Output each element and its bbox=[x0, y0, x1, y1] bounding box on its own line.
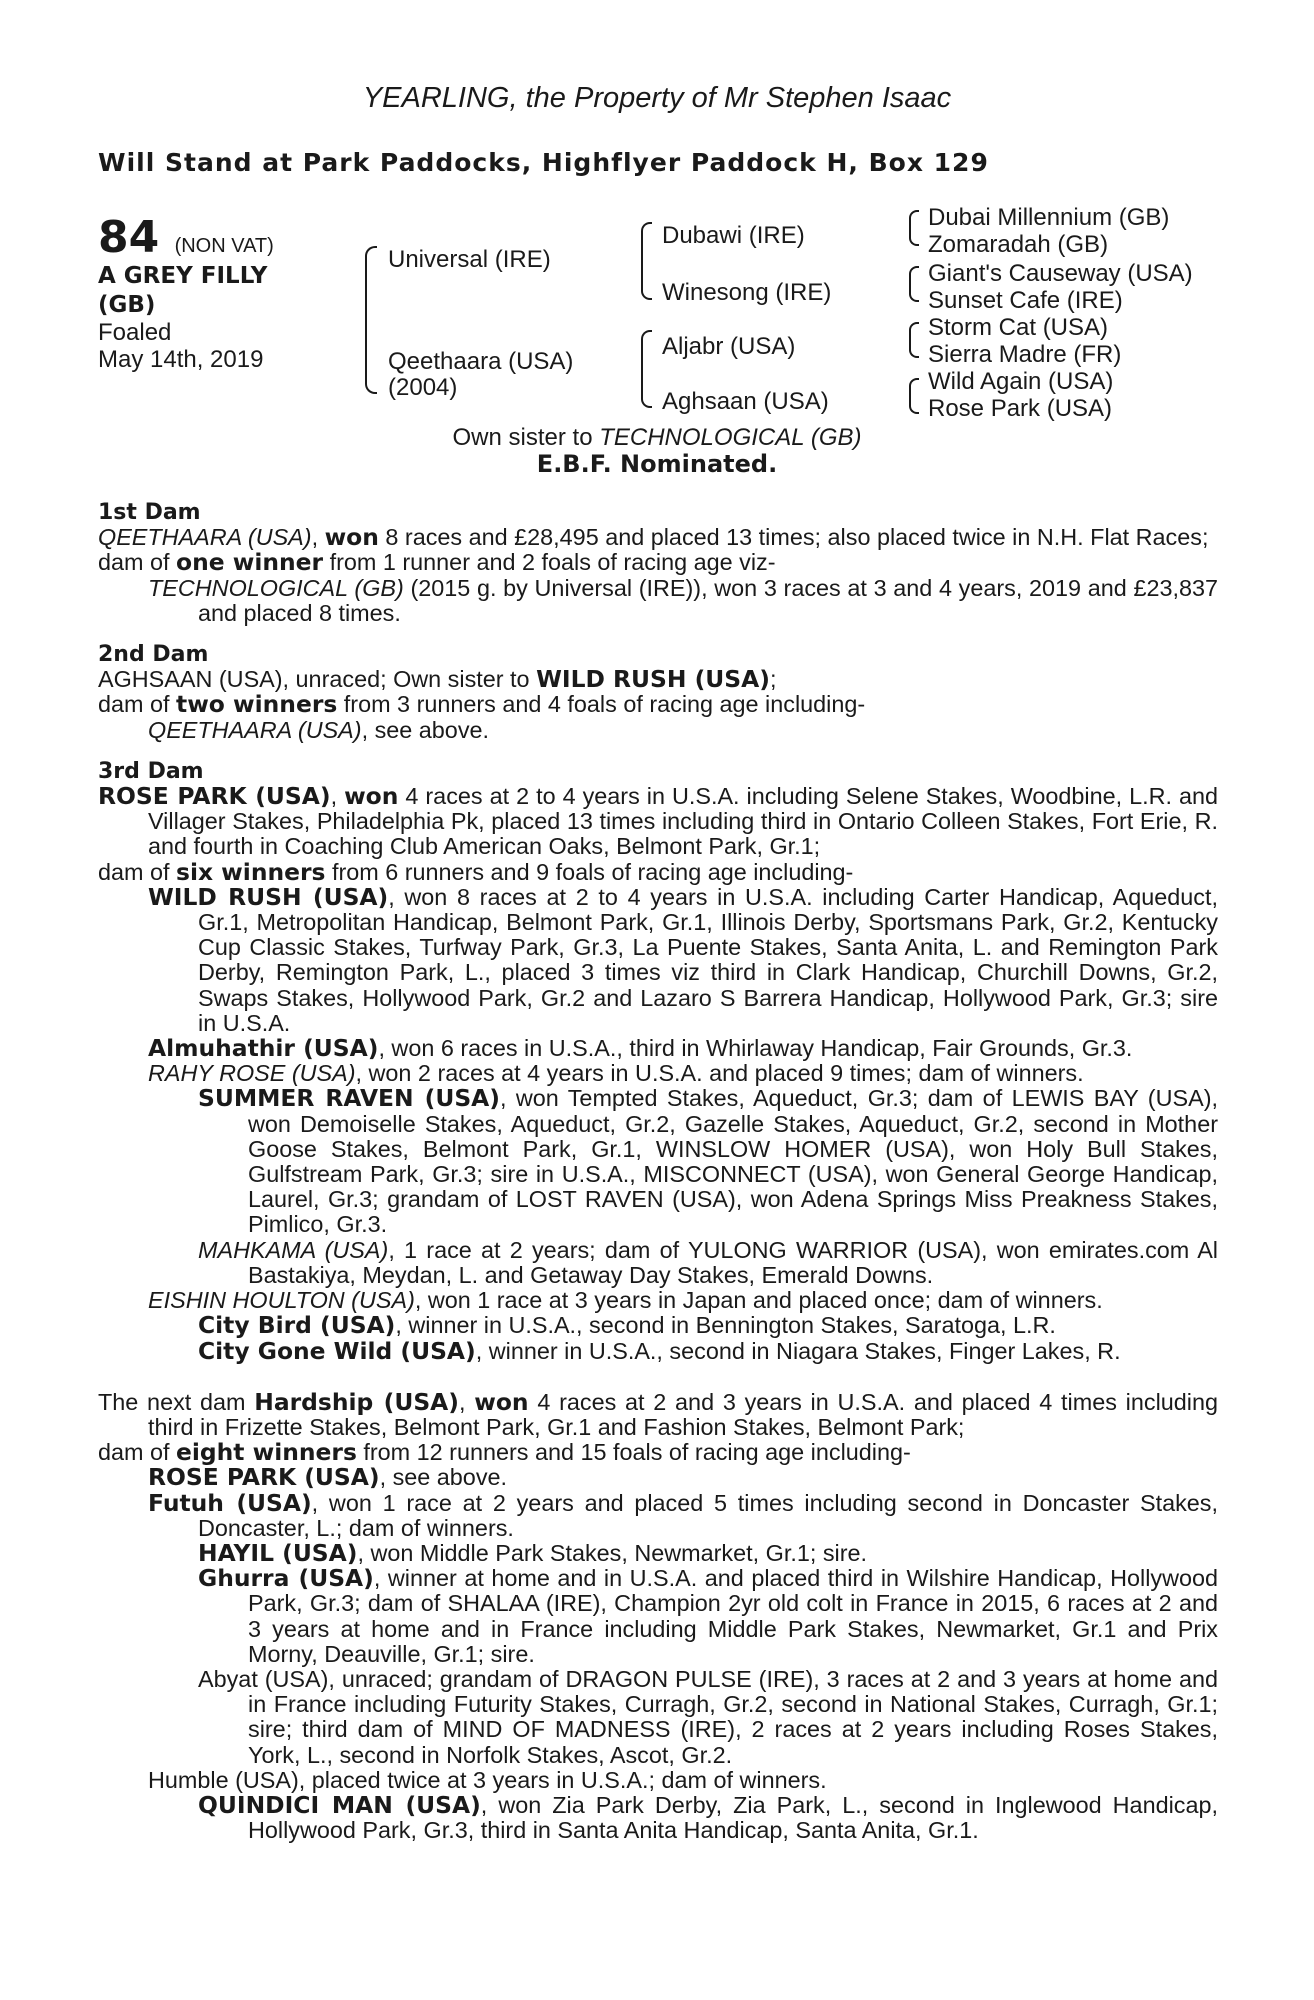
pedigree-g3-4: Sunset Cafe (IRE) bbox=[928, 287, 1123, 314]
foaled-label: Foaled bbox=[98, 319, 172, 346]
offspring-name: QUINDICI MAN (USA) bbox=[198, 1790, 481, 1819]
produce-prefix: dam of bbox=[98, 549, 177, 576]
winners-count: one winner bbox=[176, 548, 324, 577]
catalogue-body bbox=[98, 500, 1218, 1843]
offspring-record: , won 2 races at 4 years in U.S.A. and placed 9 times; dam of winners. bbox=[355, 1060, 1084, 1087]
offspring-name: TECHNOLOGICAL (GB) bbox=[148, 574, 404, 601]
offspring-wild-rush bbox=[98, 882, 1218, 1036]
produce-suffix: from 1 runner and 2 foals of racing age viz- bbox=[323, 549, 776, 576]
won-label: won bbox=[474, 1387, 529, 1416]
dam-name: QEETHAARA (USA) bbox=[98, 524, 312, 551]
third-dam-heading: 3rd Dam bbox=[98, 758, 204, 784]
third-dam-produce bbox=[98, 857, 1218, 886]
lot-number bbox=[98, 212, 274, 263]
foaling-info bbox=[98, 319, 358, 373]
offspring-record: , 1 race at 2 years; dam of YULONG WARRIOR (USA), won emirates.com Al Bastakiya, Meydan, L. and Getaway Day Stakes, Emerald Downs. bbox=[248, 1236, 1219, 1288]
offspring-eishin-houlton bbox=[98, 1288, 1218, 1313]
offspring-record: , won 6 races in U.S.A., third in Whirlaway Handicap, Fair Grounds, Gr.3. bbox=[378, 1035, 1133, 1062]
offspring-record: , see above. bbox=[379, 1464, 508, 1491]
offspring-name: HAYIL (USA) bbox=[198, 1538, 358, 1567]
offspring-summer-raven bbox=[98, 1086, 1218, 1237]
offspring-name: EISHIN HOULTON (USA) bbox=[148, 1287, 415, 1314]
offspring-hayil bbox=[98, 1538, 1218, 1567]
offspring-mahkama bbox=[98, 1238, 1218, 1288]
winners-count: two winners bbox=[176, 690, 338, 719]
lot-description: A GREY FILLY (GB) bbox=[98, 263, 268, 318]
dam-record-text: 8 races and £28,495 and placed 13 times; also placed twice in N.H. Flat Races; bbox=[378, 524, 1209, 551]
first-dam-offspring bbox=[98, 576, 1218, 626]
sibling-name: WILD RUSH (USA) bbox=[536, 665, 770, 694]
offspring-record: , won Middle Park Stakes, Newmarket, Gr.1; sire. bbox=[357, 1539, 868, 1566]
offspring-record: , winner in U.S.A., second in Bennington Stakes, Saratoga, L.R. bbox=[395, 1312, 1056, 1339]
offspring-futuh bbox=[98, 1488, 1218, 1541]
offspring-record: , winner in U.S.A., second in Niagara Stakes, Finger Lakes, R. bbox=[475, 1337, 1121, 1364]
offspring-rose-park bbox=[98, 1465, 1218, 1490]
dam-record-text: AGHSAAN (USA), unraced; Own sister to bbox=[98, 666, 537, 693]
offspring-almuhathir bbox=[98, 1036, 1218, 1061]
catalogue-header: YEARLING, the Property of Mr Stephen Isaac bbox=[362, 82, 952, 114]
dam-record-text: 4 races at 2 and 3 years in U.S.A. and placed 4 times including third in Frizette Stakes, Belmont Park, Gr.1 and Fashion Stakes, Belmont Park; bbox=[148, 1388, 1218, 1440]
third-dam-record: ROSE PARK (USA), won 4 races at 2 to 4 years in U.S.A. including Selene Stakes, Woodbine, L.R. and Villager Stakes, Philadelphia Pk, placed 13 times including third in Ontario Colleen Stakes, Fort Erie, R. and fourth in Coaching Club American Oaks, Belmont Park, Gr.1; bbox=[98, 782, 1218, 860]
next-dam-record: The next dam Hardship (USA), won 4 races at 2 and 3 years in U.S.A. and placed 4 times including third in Frizette Stakes, Belmont Park, Gr.1 and Fashion Stakes, Belmont Park; bbox=[98, 1387, 1218, 1440]
offspring-name: WILD RUSH (USA) bbox=[148, 882, 389, 911]
offspring-record: , won Zia Park Derby, Zia Park, L., second in Inglewood Handicap, Hollywood Park, Gr.3, third in Santa Anita Handicap, Santa Anita, Gr.1. bbox=[248, 1791, 1218, 1844]
offspring-name: MAHKAMA (USA) bbox=[198, 1236, 389, 1263]
stabling-location: Will Stand at Park Paddocks, Highflyer Paddock H, Box 129 bbox=[98, 148, 989, 177]
pedigree-bracket-g12 bbox=[909, 210, 919, 246]
offspring-record: , see above. bbox=[361, 716, 490, 743]
own-sister-note bbox=[0, 424, 1314, 452]
pedigree-sire: Universal (IRE) bbox=[388, 246, 551, 273]
lot-number-value: 84 bbox=[98, 212, 160, 263]
next-dam-prefix: The next dam bbox=[98, 1388, 255, 1415]
pedigree-bracket-g78 bbox=[909, 378, 919, 414]
offspring-name: SUMMER RAVEN (USA) bbox=[198, 1084, 500, 1113]
second-dam-record bbox=[98, 667, 1218, 692]
produce-suffix: from 6 runners and 9 foals of racing age including- bbox=[325, 858, 854, 885]
offspring-name: Almuhathir (USA) bbox=[148, 1034, 379, 1063]
pedigree-dam-sire: Aljabr (USA) bbox=[662, 333, 796, 360]
pedigree-sire-dam: Winesong (IRE) bbox=[662, 279, 832, 306]
punctuation: ; bbox=[769, 666, 777, 693]
first-dam-record: QEETHAARA (USA), won 8 races and £28,495 and placed 13 times; also placed twice in N.H. Flat Races; bbox=[98, 523, 1209, 552]
next-dam-produce bbox=[98, 1440, 1218, 1465]
offspring-ghurra bbox=[98, 1566, 1218, 1667]
pedigree-g3-1: Dubai Millennium (GB) bbox=[928, 204, 1170, 231]
produce-suffix: from 12 runners and 15 foals of racing age including- bbox=[356, 1439, 911, 1466]
offspring-city-bird bbox=[98, 1313, 1218, 1338]
offspring-record: , won 8 races at 2 to 4 years in U.S.A. including Carter Handicap, Aqueduct, Gr.1, Metropolitan Handicap, Belmont Park, Gr.1, Illinois Derby, Sportsmans Park, Gr.2, Kentucky Cup Classic Stakes, Turfway Park, Gr.3, La Puente Stakes, Santa Anita, L. and Remington Park Derby, Remington Park, L., placed 3 times viz third in Clark Handicap, Churchill Downs, Gr.2, Swaps Stakes, Hollywood Park, Gr.2 and Lazaro S Barrera Handicap, Hollywood Park, Gr.3; sire in U.S.A. bbox=[198, 883, 1218, 1036]
offspring-name: Futuh (USA) bbox=[148, 1488, 312, 1517]
pedigree-sire-sire: Dubawi (IRE) bbox=[662, 222, 805, 249]
pedigree-dam-dam: Aghsaan (USA) bbox=[662, 388, 829, 415]
offspring-city-gone-wild bbox=[98, 1336, 1218, 1365]
offspring-record: , won 1 race at 3 years in Japan and placed once; dam of winners. bbox=[414, 1287, 1103, 1314]
pedigree-bracket-dam bbox=[641, 330, 652, 408]
offspring-record: , won Tempted Stakes, Aqueduct, Gr.3; dam of LEWIS BAY (USA), won Demoiselle Stakes, Aqueduct, Gr.2, Gazelle Stakes, Aqueduct, Gr.2, second in Mother Goose Stakes, Belmont Park, Gr.1, WINSLOW HOMER (USA), won Holy Bull Stakes, Gulfstream Park, Gr.3; sire in U.S.A., MISCONNECT (USA), won General George Handicap, Laurel, Gr.3; grandam of LOST RAVEN (USA), won Adena Springs Miss Preakness Stakes, Pimlico, Gr.3. bbox=[248, 1085, 1218, 1238]
produce-prefix: dam of bbox=[98, 1439, 177, 1466]
offspring-rahy-rose bbox=[98, 1061, 1218, 1086]
dam-record-text: 4 races at 2 to 4 years in U.S.A. including Selene Stakes, Woodbine, L.R. and Villager Stakes, Philadelphia Pk, placed 13 times including third in Ontario Colleen Stakes, Fort Erie, R. and fourth in Coaching Club American Oaks, Belmont Park, Gr.1; bbox=[148, 783, 1218, 860]
offspring-record: , winner at home and in U.S.A. and placed third in Wilshire Handicap, Hollywood Park, Gr.3; dam of SHALAA (IRE), Champion 2yr old colt in France in 2015, 6 races at 2 and 3 years at home and in France including Middle Park Stakes, Newmarket, Gr.1 and Prix Morny, Deauville, Gr.1; sire. bbox=[248, 1565, 1218, 1667]
second-dam-produce bbox=[98, 692, 1218, 717]
pedigree-g3-8: Rose Park (USA) bbox=[928, 395, 1113, 422]
offspring-abyat: Abyat (USA), unraced; grandam of DRAGON PULSE (IRE), 3 races at 2 and 3 years at home and in France including Futurity Stakes, Curragh, Gr.2, second in National Stakes, Curragh, Gr.1; sire; third dam of MIND OF MADNESS (IRE), 2 races at 2 years including Roses Stakes, York, L., second in Norfolk Stakes, Ascot, Gr.2. bbox=[198, 1665, 1218, 1768]
pedigree-g3-7: Wild Again (USA) bbox=[928, 368, 1114, 395]
pedigree-g3-2: Zomaradah (GB) bbox=[928, 231, 1109, 258]
offspring-record: , won 1 race at 2 years and placed 5 times including second in Doncaster Stakes, Doncaster, L.; dam of winners. bbox=[198, 1489, 1218, 1541]
produce-suffix: from 3 runners and 4 foals of racing age including- bbox=[337, 691, 866, 718]
own-sister-name: TECHNOLOGICAL (GB) bbox=[599, 424, 862, 451]
pedigree-g3-6: Sierra Madre (FR) bbox=[928, 341, 1122, 368]
pedigree-bracket-g34 bbox=[909, 266, 919, 302]
pedigree-bracket-sire bbox=[641, 222, 652, 300]
ebf-nominated: E.B.F. Nominated. bbox=[536, 450, 778, 478]
offspring-record: (2015 g. by Universal (IRE)), won 3 races at 3 and 4 years, 2019 and £23,837 and placed 8 times. bbox=[198, 574, 1219, 626]
winners-count: eight winners bbox=[176, 1438, 357, 1467]
offspring-quindici-man bbox=[98, 1790, 1218, 1844]
dam-name: Hardship (USA) bbox=[254, 1387, 459, 1416]
first-dam-produce bbox=[98, 550, 1218, 575]
ebf-note bbox=[0, 450, 1314, 479]
pedigree-dam: Qeethaara (USA) bbox=[388, 348, 574, 375]
pedigree-bracket-gen1 bbox=[365, 246, 377, 394]
dam-name: ROSE PARK (USA) bbox=[98, 782, 331, 811]
offspring-name: QEETHAARA (USA) bbox=[148, 716, 362, 743]
first-dam-heading: 1st Dam bbox=[98, 500, 201, 525]
pedigree-g3-3: Giant's Causeway (USA) bbox=[928, 260, 1193, 287]
vat-status: (NON VAT) bbox=[174, 235, 274, 257]
winners-count: six winners bbox=[176, 857, 326, 886]
offspring-name: RAHY ROSE (USA) bbox=[148, 1060, 356, 1087]
offspring-name: City Gone Wild (USA) bbox=[198, 1336, 476, 1365]
won-label: won bbox=[344, 782, 399, 811]
pedigree-g3-5: Storm Cat (USA) bbox=[928, 314, 1109, 341]
produce-prefix: dam of bbox=[98, 691, 177, 718]
offspring-name: ROSE PARK (USA) bbox=[148, 1463, 380, 1492]
second-dam-offspring bbox=[98, 718, 1218, 743]
offspring-name: Ghurra (USA) bbox=[198, 1564, 374, 1593]
foaled-date: May 14th, 2019 bbox=[98, 346, 264, 373]
pedigree-dam-year: (2004) bbox=[388, 374, 458, 401]
own-sister-prefix: Own sister to bbox=[452, 424, 600, 451]
second-dam-heading: 2nd Dam bbox=[98, 642, 209, 668]
pedigree-bracket-g56 bbox=[909, 322, 919, 358]
produce-prefix: dam of bbox=[98, 858, 177, 885]
offspring-humble: Humble (USA), placed twice at 3 years in U.S.A.; dam of winners. bbox=[148, 1766, 827, 1793]
offspring-name: City Bird (USA) bbox=[198, 1311, 396, 1340]
won-label: won bbox=[324, 523, 379, 552]
